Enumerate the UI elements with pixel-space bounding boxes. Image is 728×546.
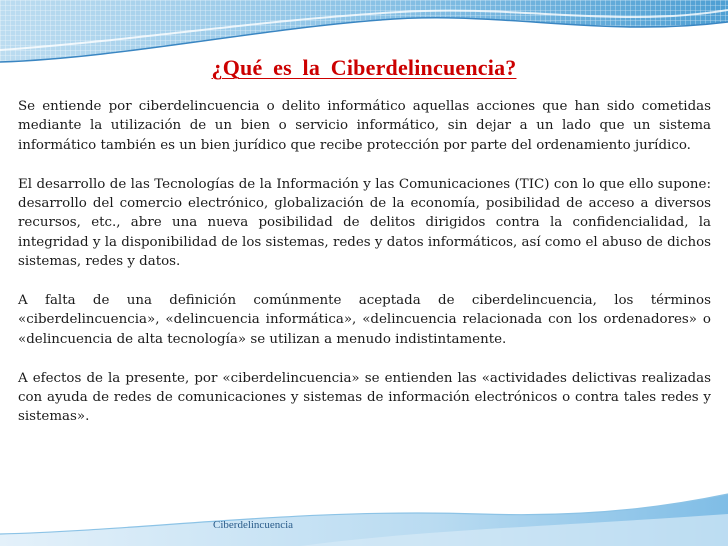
bottom-wave-decoration (0, 490, 728, 546)
paragraph: El desarrollo de las Tecnologías de la Información y las Comunicaciones (TIC) con lo que ello supone: desarrollo del comercio electrónico, globalización de la economía, posibilidad de acceso a diversos recursos, etc., abre una nueva posibilidad de delitos dirigidos contra la confidencialidad, la integridad y la disponibilidad de los sistemas, redes y datos informáticos, así como el abuso de dichos sistemas, redes y datos. (18, 176, 711, 270)
footer-text: Ciberdelincuencia (213, 519, 294, 531)
slide-body (18, 97, 711, 446)
paragraph: Se entiende por ciberdelincuencia o delito informático aquellas acciones que han sido cometidas mediante la utilización de un bien o servicio informático, sin dejar a un lado que un sistema informático también es un bien jurídico que recibe protección por parte del ordenamiento jurídico. (18, 99, 711, 153)
paragraph: A efectos de la presente, por «ciberdelincuencia» se entienden las «actividades delictivas realizadas con ayuda de redes de comunicaciones y sistemas de información electrónicos o contra tales redes y sistemas». (18, 370, 711, 425)
slide-title: ¿Qué es la Ciberdelincuencia? (211, 55, 517, 80)
paragraph: A falta de una definición comúnmente aceptada de ciberdelincuencia, los términos «ciberdelincuencia», «delincuencia informática», «delincuencia relacionada con los ordenadores» o «delincuencia de alta tecnología» se utilizan a menudo indistintamente. (18, 293, 711, 347)
